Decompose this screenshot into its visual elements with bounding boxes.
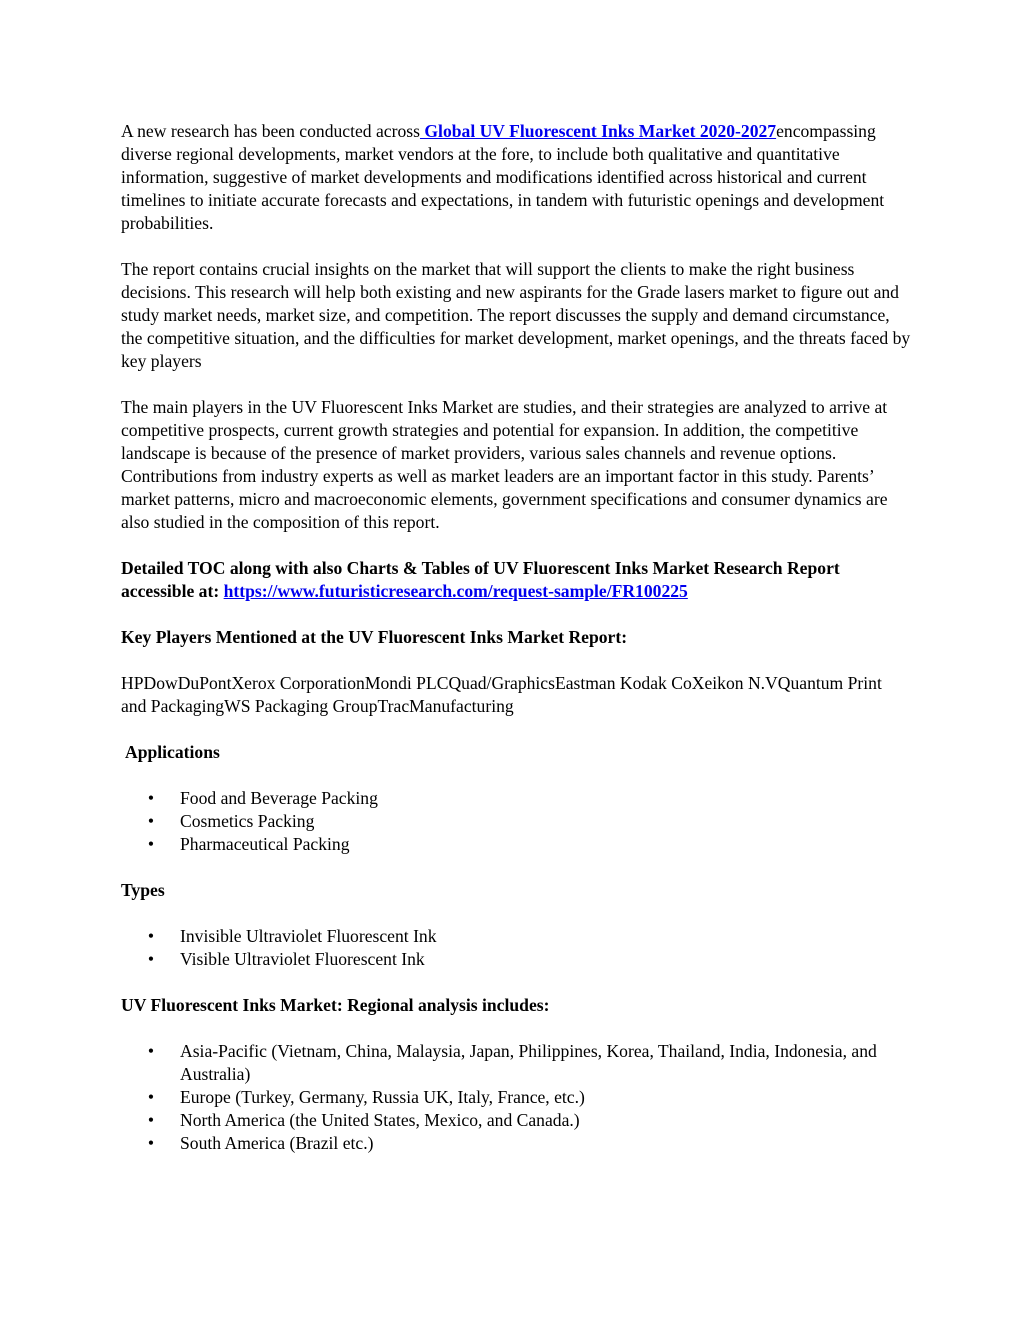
toc-text: Detailed TOC along with also Charts & Tables of UV Fluorescent Inks Market Research Report accessible at: bbox=[121, 558, 840, 601]
list-item bbox=[121, 833, 911, 856]
list-item-text: Invisible Ultraviolet Fluorescent Ink bbox=[180, 926, 437, 946]
applications-heading: Applications bbox=[125, 742, 220, 762]
bullet-icon: • bbox=[147, 926, 155, 946]
bullet-icon: • bbox=[147, 1133, 155, 1153]
bullet-icon: • bbox=[147, 1041, 155, 1061]
list-item bbox=[121, 1040, 911, 1086]
intro-paragraph bbox=[121, 120, 911, 235]
list-item-text: Asia-Pacific (Vietnam, China, Malaysia, Japan, Philippines, Korea, Thailand, India, Indonesia, and Australia) bbox=[180, 1041, 877, 1084]
bullet-icon: • bbox=[147, 788, 155, 808]
list-item-text: South America (Brazil etc.) bbox=[180, 1133, 374, 1153]
list-item bbox=[121, 1109, 911, 1132]
regional-heading: UV Fluorescent Inks Market: Regional analysis includes: bbox=[121, 995, 550, 1015]
bullet-icon: • bbox=[147, 1110, 155, 1130]
list-item bbox=[121, 810, 911, 833]
key-players-heading: Key Players Mentioned at the UV Fluorescent Inks Market Report: bbox=[121, 627, 628, 647]
list-item-text: Pharmaceutical Packing bbox=[180, 834, 350, 854]
document-page bbox=[121, 120, 911, 1178]
bullet-icon: • bbox=[147, 811, 155, 831]
bullet-icon: • bbox=[147, 1087, 155, 1107]
list-item bbox=[121, 925, 911, 948]
regional-list bbox=[121, 1040, 911, 1155]
list-item-text: North America (the United States, Mexico, and Canada.) bbox=[180, 1110, 580, 1130]
applications-list bbox=[121, 787, 911, 856]
key-players-list: HPDowDuPontXerox CorporationMondi PLCQuad/GraphicsEastman Kodak CoXeikon N.VQuantum Print and PackagingWS Packaging GroupTracManufacturing bbox=[121, 673, 882, 716]
list-item bbox=[121, 948, 911, 971]
list-item bbox=[121, 1086, 911, 1109]
list-item-text: Europe (Turkey, Germany, Russia UK, Italy, France, etc.) bbox=[180, 1087, 585, 1107]
list-item bbox=[121, 1132, 911, 1155]
toc-paragraph bbox=[121, 557, 911, 603]
bullet-icon: • bbox=[147, 949, 155, 969]
insights-paragraph: The report contains crucial insights on the market that will support the clients to make the right business decisions. This research will help both existing and new aspirants for the Grade lasers market to figure out and study market needs, market size, and competition. The report discusses the supply and demand circumstance, the competitive situation, and the difficulties for market development, market openings, and the threats faced by key players bbox=[121, 259, 911, 371]
bullet-icon: • bbox=[147, 834, 155, 854]
list-item-text: Cosmetics Packing bbox=[180, 811, 315, 831]
intro-rest: encompassing diverse regional developments, market vendors at the fore, to include both qualitative and quantitative information, suggestive of market developments and modifications identified across historical and current timelines to initiate accurate forecasts and expectations, in tandem with futuristic openings and development probabilities. bbox=[121, 121, 885, 233]
list-item-text: Food and Beverage Packing bbox=[180, 788, 378, 808]
market-report-link[interactable]: Global UV Fluorescent Inks Market 2020-2027 bbox=[419, 121, 777, 141]
sample-request-link[interactable]: https://www.futuristicresearch.com/request-sample/FR100225 bbox=[223, 581, 688, 601]
types-list bbox=[121, 925, 911, 971]
list-item-text: Visible Ultraviolet Fluorescent Ink bbox=[180, 949, 425, 969]
list-item bbox=[121, 787, 911, 810]
players-paragraph: The main players in the UV Fluorescent Inks Market are studies, and their strategies are analyzed to arrive at competitive prospects, current growth strategies and potential for expansion. In addition, the competitive landscape is because of the presence of market providers, various sales channels and revenue options. Contributions from industry experts as well as market leaders are an important factor in this study. Parents’ market patterns, micro and macroeconomic elements, government specifications and consumer dynamics are also studied in the composition of this report. bbox=[121, 397, 888, 532]
types-heading: Types bbox=[121, 880, 165, 900]
intro-lead: A new research has been conducted across bbox=[121, 121, 420, 141]
